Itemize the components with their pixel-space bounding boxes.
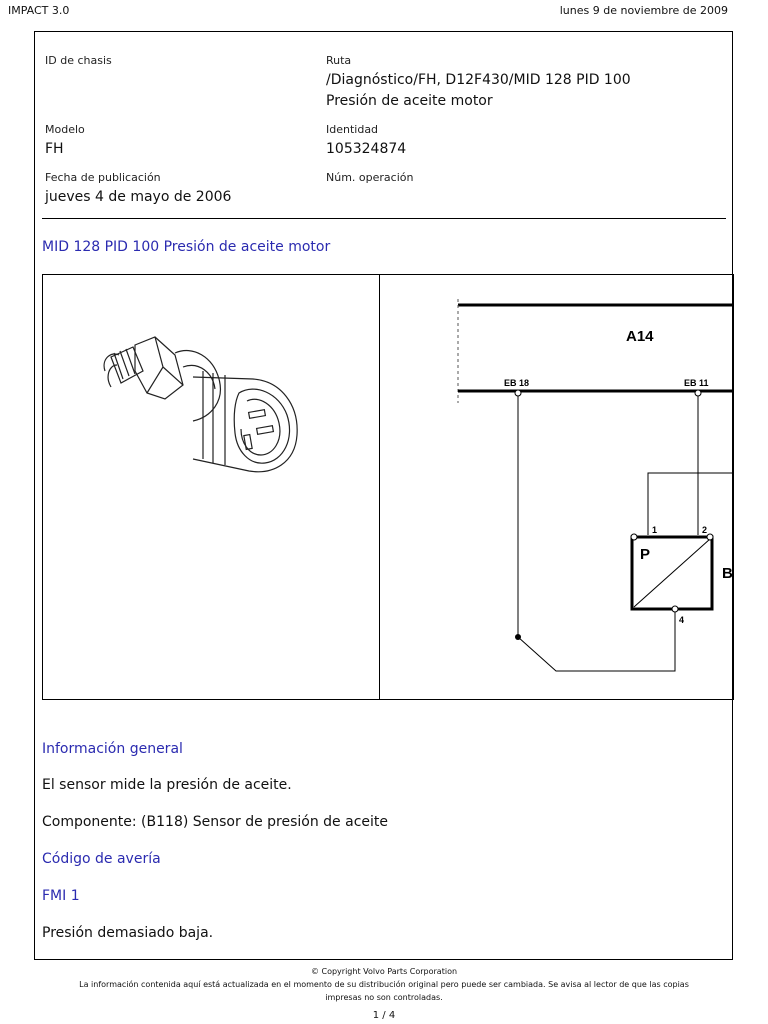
fmi-heading: FMI 1 bbox=[42, 888, 80, 904]
component-text: Componente: (B118) Sensor de presión de aceite bbox=[42, 814, 389, 830]
pin4-label: 4 bbox=[679, 615, 685, 625]
sensor-letter: P bbox=[640, 546, 651, 563]
publication-label: Fecha de publicación bbox=[45, 171, 161, 184]
pin2-label: 2 bbox=[702, 525, 708, 535]
wiring-diagram bbox=[380, 275, 734, 699]
component-figure bbox=[42, 274, 734, 700]
route-label: Ruta bbox=[326, 54, 352, 67]
pin1-label: 1 bbox=[652, 525, 658, 535]
disclaimer-line2: impresas no son controladas. bbox=[325, 993, 443, 1002]
print-date: lunes 9 de noviembre de 2009 bbox=[559, 4, 728, 17]
sensor-illustration bbox=[43, 275, 378, 699]
section-title: MID 128 PID 100 Presión de aceite motor bbox=[42, 239, 331, 255]
app-title: IMPACT 3.0 bbox=[8, 4, 70, 17]
identity-value: 105324874 bbox=[326, 141, 407, 157]
page-number: 1 / 4 bbox=[372, 1010, 396, 1021]
general-info-text: El sensor mide la presión de aceite. bbox=[42, 777, 292, 793]
fault-code-heading: Código de avería bbox=[42, 851, 161, 867]
component-letter: B bbox=[722, 565, 733, 582]
route-title: Presión de aceite motor bbox=[326, 93, 493, 109]
copyright: © Copyright Volvo Parts Corporation bbox=[310, 967, 458, 976]
chassis-label: ID de chasis bbox=[45, 54, 112, 67]
disclaimer-line1: La información contenida aquí está actualizada en el momento de su distribución original pero puede ser cambiada. Se avisa al lector de que las copias bbox=[79, 980, 689, 989]
pin-eb18-label: EB 18 bbox=[504, 378, 530, 388]
route-path: /Diagnóstico/FH, D12F430/MID 128 PID 100 bbox=[326, 72, 631, 88]
general-info-heading: Información general bbox=[42, 741, 183, 757]
identity-label: Identidad bbox=[326, 123, 379, 136]
pin-eb11-label: EB 11 bbox=[684, 378, 709, 388]
model-value: FH bbox=[45, 141, 64, 157]
operation-label: Núm. operación bbox=[326, 171, 414, 184]
publication-value: jueves 4 de mayo de 2006 bbox=[45, 189, 232, 205]
model-label: Modelo bbox=[45, 123, 85, 136]
fmi-text: Presión demasiado baja. bbox=[42, 925, 214, 941]
module-label: A14 bbox=[626, 328, 654, 345]
header-divider bbox=[42, 218, 726, 219]
